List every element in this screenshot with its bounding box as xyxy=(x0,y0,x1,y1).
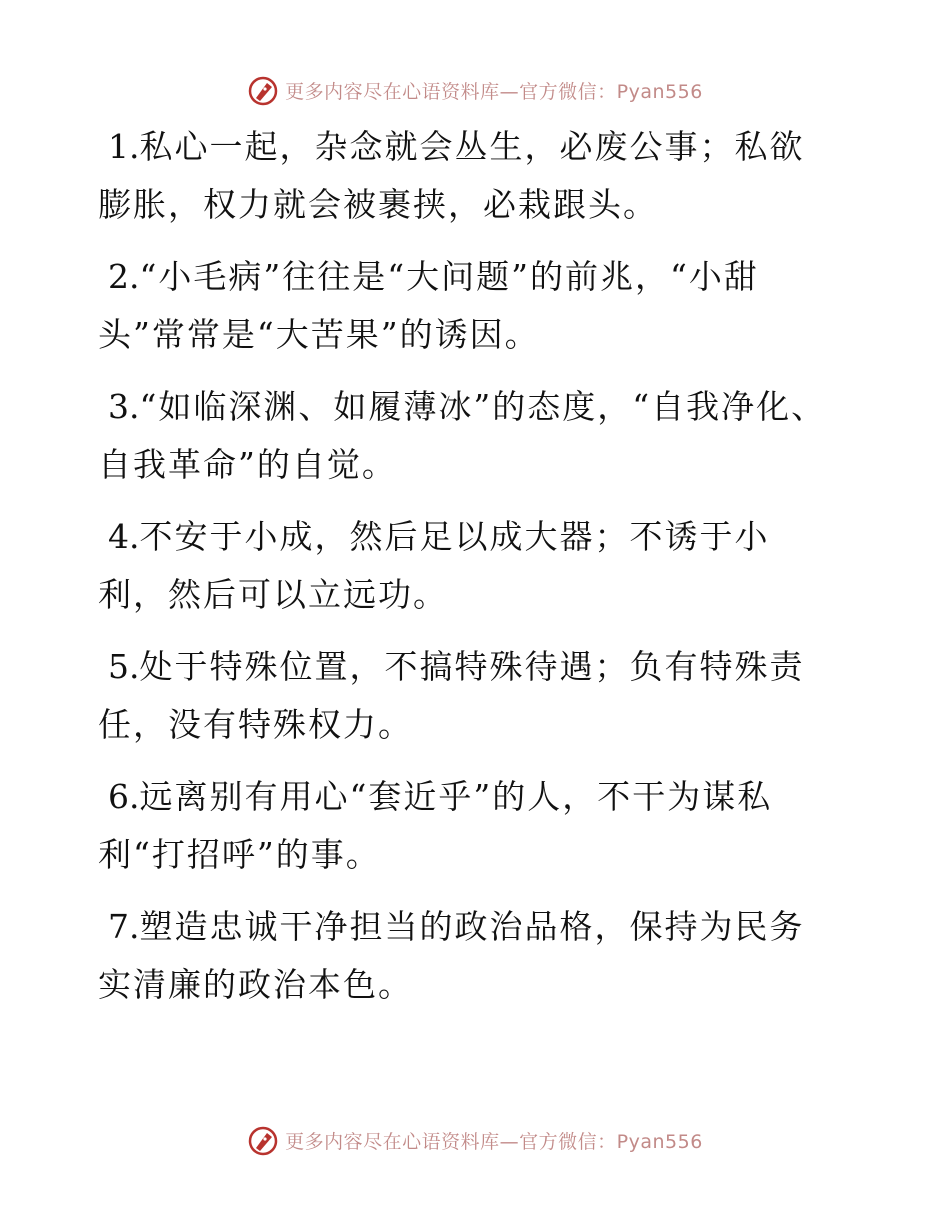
pen-nib-logo-icon xyxy=(247,74,279,106)
list-item xyxy=(98,768,838,884)
item-text: 私心一起，杂念就会丛生，必废公事；私欲膨胀，权力就会被裹挟，必栽跟头。 xyxy=(98,127,805,224)
footer-banner xyxy=(0,1120,950,1160)
footer-banner-text: 更多内容尽在心语资料库—官方微信：Pyan556 xyxy=(285,1130,703,1153)
item-number: 4. xyxy=(108,517,140,556)
item-number: 5. xyxy=(108,647,140,686)
header-banner xyxy=(0,70,950,110)
item-text: “如临深渊、如履薄冰”的态度，“自我净化、自我革命”的自觉。 xyxy=(98,387,827,484)
list-item xyxy=(98,248,838,364)
list-item xyxy=(98,508,838,624)
list-item xyxy=(98,898,838,1014)
document-body xyxy=(98,118,838,1028)
item-number: 2. xyxy=(108,257,140,296)
list-item xyxy=(98,378,838,494)
item-text: 处于特殊位置，不搞特殊待遇；负有特殊责任，没有特殊权力。 xyxy=(98,647,805,744)
item-text: 不安于小成，然后足以成大器；不诱于小利，然后可以立远功。 xyxy=(98,517,770,614)
item-number: 3. xyxy=(108,387,140,426)
item-text: “小毛病”往往是“大问题”的前兆，“小甜头”常常是“大苦果”的诱因。 xyxy=(98,257,759,354)
item-text: 塑造忠诚干净担当的政治品格，保持为民务实清廉的政治本色。 xyxy=(98,907,805,1004)
list-item xyxy=(98,118,838,234)
item-number: 6. xyxy=(108,777,140,816)
item-text: 远离别有用心“套近乎”的人，不干为谋私利“打招呼”的事。 xyxy=(98,777,773,874)
item-number: 7. xyxy=(108,907,140,946)
pen-nib-logo-icon xyxy=(247,1124,279,1156)
header-banner-text: 更多内容尽在心语资料库—官方微信：Pyan556 xyxy=(285,80,703,103)
item-number: 1. xyxy=(108,127,140,166)
list-item xyxy=(98,638,838,754)
